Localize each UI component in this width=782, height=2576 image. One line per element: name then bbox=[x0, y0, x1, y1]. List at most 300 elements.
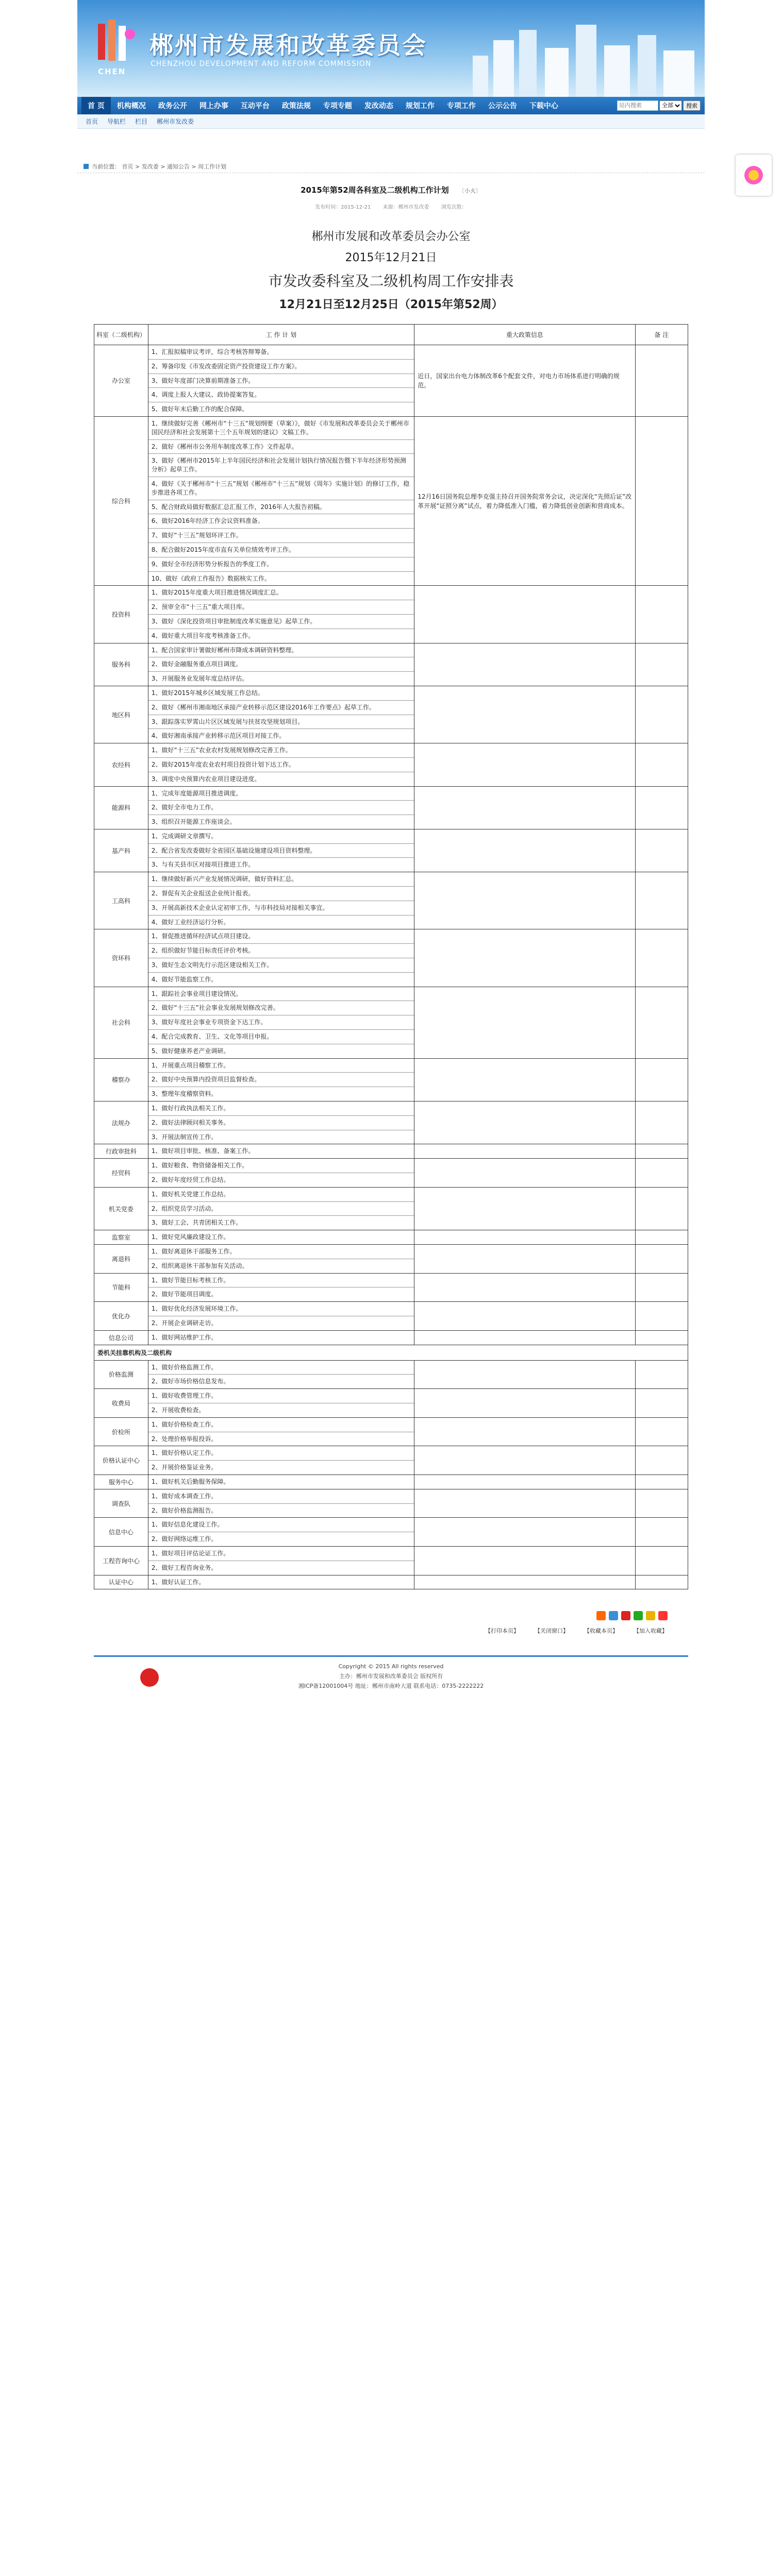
article-title bbox=[77, 184, 705, 195]
task-item: 2、预审全市“十三五”重大项目库。 bbox=[148, 600, 414, 615]
tasks-cell bbox=[148, 1389, 414, 1418]
task-item: 2、做好年度经贸工作总结。 bbox=[151, 1176, 230, 1184]
task-item: 1、做好认证工作。 bbox=[151, 1578, 205, 1586]
remark-cell bbox=[635, 1058, 688, 1101]
task-item: 1、做好“十三五”农业农村发展规划修改完善工作。 bbox=[148, 743, 414, 758]
remark-cell bbox=[635, 1446, 688, 1475]
tasks-cell bbox=[148, 1546, 414, 1575]
nav-item[interactable]: 首 页 bbox=[81, 97, 111, 114]
nav-item[interactable]: 专项专题 bbox=[323, 102, 352, 110]
table-row bbox=[94, 643, 688, 686]
share-icon[interactable] bbox=[646, 1611, 655, 1620]
task-item: 1、做好机关党建工作总结。 bbox=[148, 1188, 414, 1202]
task-item: 3、开展高新技术企业认定初审工作，与市科技局对接相关事宜。 bbox=[148, 901, 414, 916]
task-item: 2、组织做好节能目标责任评价考核。 bbox=[148, 944, 414, 958]
dept-cell: 服务科 bbox=[94, 643, 148, 686]
breadcrumb-text: 当前位置： 首页 > 发改委 > 通知公告 > 周工作计划 bbox=[92, 163, 227, 170]
tasks-cell bbox=[148, 1245, 414, 1274]
dept-cell: 机关党委 bbox=[94, 1187, 148, 1230]
logo-icon bbox=[93, 19, 140, 72]
table-row bbox=[94, 872, 688, 929]
task-item: 1、做好收费管理工作。 bbox=[148, 1389, 414, 1403]
table-row bbox=[94, 786, 688, 829]
search-box bbox=[617, 100, 701, 111]
task-item: 1、督促推进循环经济试点项目建设。 bbox=[148, 929, 414, 944]
tasks-cell bbox=[148, 929, 414, 987]
dept-cell: 工程咨询中心 bbox=[94, 1546, 148, 1575]
remark-cell bbox=[635, 1546, 688, 1575]
dept-cell: 经贸科 bbox=[94, 1159, 148, 1188]
policy-cell bbox=[414, 1489, 635, 1518]
table-row bbox=[94, 1302, 688, 1331]
policy-cell bbox=[414, 1446, 635, 1475]
dept-cell: 办公室 bbox=[94, 345, 148, 417]
tasks-cell bbox=[148, 345, 414, 417]
week-heading: 12月21日至12月25日（2015年第52周） bbox=[279, 298, 503, 311]
header-dept: 科室（二级机构） bbox=[94, 325, 148, 345]
table-row bbox=[94, 1546, 688, 1575]
share-icon[interactable] bbox=[621, 1611, 630, 1620]
task-item: 2、做好“十三五”社会事业发展规划修改完善。 bbox=[148, 1001, 414, 1015]
table-row bbox=[94, 987, 688, 1058]
policy-cell bbox=[414, 987, 635, 1058]
dept-cell: 地区科 bbox=[94, 686, 148, 743]
tasks-cell bbox=[148, 1159, 414, 1188]
dept-cell: 信息中心 bbox=[94, 1518, 148, 1547]
footer-host: 主办：郴州市发展和改革委员会 版权所有 bbox=[339, 1673, 443, 1680]
task-item: 2、做好《郴州市湘南地区承接产业转移示范区建设2016年工作要点》起草工作。 bbox=[148, 701, 414, 715]
task-item: 9、做好全市经济形势分析报告的季度工作。 bbox=[148, 557, 414, 572]
task-item: 3、与有关县市区对接项目推进工作。 bbox=[151, 861, 255, 869]
dept-cell: 基产科 bbox=[94, 829, 148, 872]
article-date: 发布时间：2015-12-21 bbox=[315, 205, 371, 210]
tasks-cell bbox=[148, 1330, 414, 1345]
dept-cell: 认证中心 bbox=[94, 1575, 148, 1589]
tasks-cell bbox=[148, 686, 414, 743]
task-item: 2、组织党员学习活动。 bbox=[148, 1202, 414, 1216]
task-item: 1、做好党风廉政建设工作。 bbox=[151, 1233, 230, 1241]
article-tag: 〔小火〕 bbox=[458, 188, 481, 194]
task-item: 4、做好重大项目年度考核准备工作。 bbox=[151, 632, 255, 639]
dept-cell: 工高科 bbox=[94, 872, 148, 929]
remark-cell bbox=[635, 1417, 688, 1446]
task-item: 5、配合财政局做好数据汇总汇报工作，2016年人大报告初稿。 bbox=[148, 500, 414, 515]
dept-cell: 法规办 bbox=[94, 1101, 148, 1144]
task-item: 1、做好粮食、物资储备相关工作。 bbox=[148, 1159, 414, 1173]
task-item: 4、做好节能监察工作。 bbox=[151, 975, 218, 983]
task-item: 1、跟踪社会事业项目建设情况。 bbox=[148, 987, 414, 1002]
remark-cell bbox=[635, 1101, 688, 1144]
task-item: 2、做好中央预算内投资项目监督检查。 bbox=[148, 1073, 414, 1087]
task-item: 2、做好市场价格信息发布。 bbox=[151, 1378, 230, 1385]
table-row bbox=[94, 1489, 688, 1518]
tasks-cell bbox=[148, 1058, 414, 1101]
remark-cell bbox=[635, 743, 688, 786]
share-icon[interactable] bbox=[658, 1611, 668, 1620]
task-item: 1、做好价格认定工作。 bbox=[148, 1446, 414, 1461]
logo-text: CHEN bbox=[98, 67, 126, 76]
table-row bbox=[94, 686, 688, 743]
tasks-cell bbox=[148, 872, 414, 929]
remark-cell bbox=[635, 586, 688, 643]
table-row bbox=[94, 929, 688, 987]
subnav-item[interactable]: 导航栏 bbox=[107, 118, 126, 125]
floating-logo[interactable] bbox=[736, 155, 772, 196]
search-scope-select[interactable] bbox=[659, 100, 682, 111]
task-item: 3、开展法制宣传工作。 bbox=[151, 1133, 218, 1141]
tasks-cell bbox=[148, 1489, 414, 1518]
nav-item[interactable]: 政策法规 bbox=[281, 102, 311, 110]
remark-cell bbox=[635, 987, 688, 1058]
task-item: 1、做好网站维护工作。 bbox=[151, 1333, 218, 1341]
dept-cell: 收费局 bbox=[94, 1389, 148, 1418]
task-item: 8、配合做好2015年度市直有关单位绩效考评工作。 bbox=[148, 543, 414, 557]
dept-cell: 稽察办 bbox=[94, 1058, 148, 1101]
task-item: 4、做好湘南承接产业转移示范区项目对接工作。 bbox=[151, 732, 286, 740]
footer-contact: 湘ICP备12001004号 地址：郴州市南岭大道 联系电话：0735-2222222 bbox=[298, 1682, 484, 1689]
dept-cell: 节能科 bbox=[94, 1273, 148, 1302]
tasks-cell bbox=[148, 1187, 414, 1230]
task-item: 7、做好“十三五”规划环评工作。 bbox=[148, 529, 414, 543]
nav-item[interactable]: 网上办事 bbox=[199, 102, 228, 110]
site-title: 郴州市发展和改革委员会 bbox=[149, 31, 427, 59]
dept-cell: 优化办 bbox=[94, 1302, 148, 1331]
remark-cell bbox=[635, 1330, 688, 1345]
nav-item[interactable]: 规划工作 bbox=[405, 102, 435, 110]
policy-cell bbox=[414, 1230, 635, 1245]
task-item: 10、做好《政府工作报告》数据核实工作。 bbox=[151, 574, 271, 582]
task-item: 4、做好工业经济运行分析。 bbox=[151, 918, 230, 926]
share-icon[interactable] bbox=[596, 1611, 606, 1620]
task-item: 2、做好2015年度农业农村项目投资计划下达工作。 bbox=[148, 758, 414, 772]
header-policy: 重大政策信息 bbox=[414, 325, 635, 345]
policy-cell bbox=[414, 586, 635, 643]
remark-cell bbox=[635, 1475, 688, 1489]
tasks-cell bbox=[148, 1518, 414, 1547]
tasks-cell bbox=[148, 743, 414, 786]
date-heading: 2015年12月21日 bbox=[345, 251, 437, 264]
nav-item[interactable]: 机构概况 bbox=[117, 102, 146, 110]
search-button[interactable]: 搜索 bbox=[683, 100, 701, 111]
task-item: 5、做好健康养老产业调研。 bbox=[151, 1047, 230, 1055]
task-item: 6、做好2016年经济工作会议资料准备。 bbox=[148, 514, 414, 529]
nav-item[interactable]: 公示公告 bbox=[488, 102, 517, 110]
footer-copyright: Copyright © 2015 All rights reserved bbox=[338, 1663, 444, 1670]
nav-item[interactable]: 互动平台 bbox=[240, 102, 270, 110]
site-header bbox=[77, 0, 705, 97]
task-item: 1、做好优化经济发展环境工作。 bbox=[148, 1302, 414, 1316]
task-item: 5、做好年末后勤工作的配合保障。 bbox=[151, 405, 248, 413]
task-item: 3、跟踪落实罗霄山片区区域发展与扶贫攻坚规划项目。 bbox=[148, 715, 414, 730]
table-row bbox=[94, 1330, 688, 1345]
task-item: 2、做好工程咨询业务。 bbox=[151, 1564, 218, 1571]
task-item: 1、做好行政执法相关工作。 bbox=[148, 1101, 414, 1116]
dept-cell: 农经科 bbox=[94, 743, 148, 786]
remark-cell bbox=[635, 643, 688, 686]
task-item: 1、汇报拟稿审议考评，综合考核答辩筹备。 bbox=[148, 345, 414, 360]
policy-cell bbox=[414, 1159, 635, 1188]
policy-cell bbox=[414, 1417, 635, 1446]
tasks-cell bbox=[148, 1144, 414, 1159]
share-icon[interactable] bbox=[609, 1611, 618, 1620]
dept-cell: 社会科 bbox=[94, 987, 148, 1058]
task-item: 3、开展服务业发展年度总结评估。 bbox=[151, 675, 248, 683]
share-toolbar bbox=[94, 1608, 688, 1623]
table-row bbox=[94, 1475, 688, 1489]
header-remark: 备 注 bbox=[635, 325, 688, 345]
table-row bbox=[94, 1159, 688, 1188]
breadcrumb bbox=[77, 160, 705, 173]
policy-cell bbox=[414, 1518, 635, 1547]
task-item: 1、做好离退休干部服务工作。 bbox=[148, 1245, 414, 1259]
tasks-cell bbox=[148, 416, 414, 585]
task-item: 2、开展企业调研走访。 bbox=[151, 1319, 218, 1327]
dept-cell: 行政审批科 bbox=[94, 1144, 148, 1159]
table-row bbox=[94, 1144, 688, 1159]
task-item: 1、做好价格检查工作。 bbox=[148, 1418, 414, 1432]
tasks-cell bbox=[148, 1101, 414, 1144]
remark-cell bbox=[635, 1273, 688, 1302]
policy-cell bbox=[414, 1302, 635, 1331]
task-item: 1、做好信息化建设工作。 bbox=[148, 1518, 414, 1532]
remark-cell bbox=[635, 1187, 688, 1230]
task-item: 2、做好网络运维工作。 bbox=[151, 1535, 218, 1543]
tasks-cell bbox=[148, 643, 414, 686]
home-icon bbox=[84, 164, 89, 169]
table-row bbox=[94, 1518, 688, 1547]
policy-cell bbox=[414, 1058, 635, 1101]
task-item: 3、做好《郴州市2015年上半年国民经济和社会发展计划执行情况报告暨下半年经济形势预测分析》起草工作。 bbox=[148, 454, 414, 477]
table-row bbox=[94, 586, 688, 643]
nav-item[interactable]: 专项工作 bbox=[446, 102, 476, 110]
dept-cell: 投资科 bbox=[94, 586, 148, 643]
task-item: 1、做好项目评估论证工作。 bbox=[148, 1547, 414, 1561]
office-heading: 郴州市发展和改革委员会办公室 bbox=[311, 230, 471, 243]
remark-cell bbox=[635, 872, 688, 929]
remark-cell bbox=[635, 1489, 688, 1518]
policy-cell bbox=[414, 643, 635, 686]
remark-cell bbox=[635, 1245, 688, 1274]
schedule-title: 市发改委科室及二级机构周工作安排表 bbox=[268, 273, 514, 290]
task-item: 1、开展重点项目稽察工作。 bbox=[148, 1059, 414, 1073]
table-row bbox=[94, 1417, 688, 1446]
task-item: 2、配合省发改委做好全省园区基础设施建设项目资料整理。 bbox=[148, 844, 414, 858]
nav-item[interactable]: 下载中心 bbox=[529, 102, 558, 110]
subnav-item[interactable]: 郴州市发改委 bbox=[157, 118, 194, 125]
table-row bbox=[94, 829, 688, 872]
policy-cell bbox=[414, 929, 635, 987]
remark-cell bbox=[635, 1389, 688, 1418]
table-row bbox=[94, 1389, 688, 1418]
task-item: 1、做好2015年城乡区域发展工作总结。 bbox=[148, 686, 414, 701]
task-item: 1、做好机关后勤服务保障。 bbox=[151, 1478, 230, 1485]
remark-cell bbox=[635, 829, 688, 872]
table-row bbox=[94, 1273, 688, 1302]
dept-cell: 离退科 bbox=[94, 1245, 148, 1274]
site-subtitle: CHENZHOU DEVELOPMENT AND REFORM COMMISSION bbox=[151, 60, 372, 68]
task-item: 1、完成年度能源项目推进调度。 bbox=[148, 787, 414, 801]
remark-cell bbox=[635, 1144, 688, 1159]
task-item: 1、做好2015年度重大项目推进情况调度汇总。 bbox=[148, 586, 414, 600]
policy-cell: 近日，国家出台电力体制改革6个配套文件，对电力市场体系进行明确的规范。 bbox=[414, 345, 635, 417]
tasks-cell bbox=[148, 987, 414, 1058]
tasks-cell bbox=[148, 1273, 414, 1302]
task-item: 1、继续做好完善《郴州市“十三五”规划纲要（草案）》，做好《市发展和改革委员会关于郴州市国民经济和社会发展第十三个五年规划的建议》文稿工作。 bbox=[148, 417, 414, 440]
task-item: 3、做好年度部门决算前期准备工作。 bbox=[148, 374, 414, 388]
task-item: 2、做好节能项目调度。 bbox=[151, 1291, 218, 1298]
dept-cell: 价格监测 bbox=[94, 1360, 148, 1389]
task-item: 3、做好工会、共青团相关工作。 bbox=[151, 1219, 242, 1227]
task-item: 2、督促有关企业报送企业统计报表。 bbox=[148, 887, 414, 901]
policy-cell bbox=[414, 1546, 635, 1575]
task-item: 2、组织离退休干部参加有关活动。 bbox=[151, 1262, 248, 1269]
article-title-text: 2015年第52周各科室及二级机构工作计划 bbox=[301, 185, 449, 195]
table-row bbox=[94, 743, 688, 786]
dept-cell: 价检所 bbox=[94, 1417, 148, 1446]
bookmark-link[interactable]: 【收藏本页】 bbox=[584, 1628, 618, 1635]
policy-cell bbox=[414, 1101, 635, 1144]
share-icon[interactable] bbox=[634, 1611, 643, 1620]
policy-cell bbox=[414, 686, 635, 743]
article-meta bbox=[77, 202, 705, 210]
table-row bbox=[94, 1245, 688, 1274]
table-row bbox=[94, 1058, 688, 1101]
task-item: 1、完成调研文章撰写。 bbox=[148, 829, 414, 844]
print-link[interactable]: 【打印本页】 bbox=[485, 1628, 519, 1635]
tasks-cell bbox=[148, 1360, 414, 1389]
nav-item[interactable]: 政务公开 bbox=[158, 102, 187, 110]
remark-cell bbox=[635, 1575, 688, 1589]
header-plan: 工 作 计 划 bbox=[148, 325, 414, 345]
table-row bbox=[94, 1101, 688, 1144]
remark-cell bbox=[635, 416, 688, 585]
task-item: 2、开展收费检查。 bbox=[151, 1406, 205, 1414]
dept-cell: 资环科 bbox=[94, 929, 148, 987]
task-item: 1、配合国家审计署做好郴州市降成本调研资料整理。 bbox=[148, 643, 414, 658]
task-item: 1、做好成本调查工作。 bbox=[148, 1489, 414, 1504]
sub-nav bbox=[77, 114, 705, 129]
tasks-cell bbox=[148, 1575, 414, 1589]
task-item: 4、做好《关于郴州市“十三五”规划《郴州市“十三五”规划《周年》实施计划》的修订工作，稳步推进各项工作。 bbox=[148, 477, 414, 500]
table-row bbox=[94, 1230, 688, 1245]
policy-cell bbox=[414, 743, 635, 786]
task-item: 2、筹备印发《市发改委固定资产投资建设工作方案》。 bbox=[148, 360, 414, 374]
schedule-table bbox=[94, 324, 688, 1589]
remark-cell bbox=[635, 686, 688, 743]
subnav-item[interactable]: 栏目 bbox=[135, 118, 148, 125]
policy-cell bbox=[414, 1273, 635, 1302]
task-item: 1、继续做好新兴产业发展情况调研，做好资料汇总。 bbox=[148, 872, 414, 887]
favorite-link[interactable]: 【加入收藏】 bbox=[634, 1628, 668, 1635]
task-item: 2、做好价格监测报告。 bbox=[151, 1506, 218, 1514]
article-source: 来源：郴州市发改委 bbox=[382, 205, 429, 210]
policy-cell bbox=[414, 1187, 635, 1230]
task-item: 1、做好价格监测工作。 bbox=[148, 1361, 414, 1375]
remark-cell bbox=[635, 1302, 688, 1331]
floating-logo-icon bbox=[742, 164, 765, 187]
tasks-cell bbox=[148, 829, 414, 872]
subnav-item[interactable]: 首页 bbox=[86, 118, 98, 125]
task-item: 1、做好节能目标考核工作。 bbox=[148, 1274, 414, 1288]
task-item: 2、做好全市电力工作。 bbox=[148, 801, 414, 815]
table-row bbox=[94, 1575, 688, 1589]
task-item: 1、做好项目审批、核准、备案工作。 bbox=[151, 1147, 255, 1155]
remark-cell bbox=[635, 1518, 688, 1547]
task-item: 3、做好年度社会事业专项资金下达工作。 bbox=[148, 1015, 414, 1030]
skyline-image bbox=[462, 20, 705, 97]
task-item: 3、组织召开能源工作座谈会。 bbox=[151, 818, 236, 826]
policy-cell: 12月16日国务院总理李克强主持召开国务院常务会议，决定深化“先照后证”改革开展“证照分离”试点，着力降低准入门槛，着力降低创业创新和营商成本。 bbox=[414, 416, 635, 585]
table-row bbox=[94, 1360, 688, 1389]
site-footer bbox=[94, 1655, 688, 1699]
remark-cell bbox=[635, 1360, 688, 1389]
dept-cell: 价格认证中心 bbox=[94, 1446, 148, 1475]
remark-cell bbox=[635, 345, 688, 417]
remark-cell bbox=[635, 1159, 688, 1188]
policy-cell bbox=[414, 1575, 635, 1589]
policy-cell bbox=[414, 1475, 635, 1489]
policy-cell bbox=[414, 1360, 635, 1389]
tasks-cell bbox=[148, 1446, 414, 1475]
remark-cell bbox=[635, 786, 688, 829]
policy-cell bbox=[414, 872, 635, 929]
dept-cell: 综合科 bbox=[94, 416, 148, 585]
task-item: 3、做好《深化投资项目审批制度改革实施意见》起草工作。 bbox=[148, 615, 414, 629]
policy-cell bbox=[414, 1245, 635, 1274]
task-item: 2、做好《郴州市公务用车制度改革工作》文件起草。 bbox=[148, 440, 414, 454]
table-row bbox=[94, 345, 688, 417]
section-title: 委机关挂靠机构及二级机构 bbox=[94, 1345, 688, 1360]
policy-cell bbox=[414, 1330, 635, 1345]
remark-cell bbox=[635, 929, 688, 987]
tasks-cell bbox=[148, 1230, 414, 1245]
task-item: 2、开展价格鉴证业务。 bbox=[151, 1464, 218, 1471]
policy-cell bbox=[414, 829, 635, 872]
tasks-cell bbox=[148, 1302, 414, 1331]
task-item: 3、调度中央预算内农业项目建设进度。 bbox=[151, 775, 261, 783]
task-item: 4、调度上报人大建议、政协提案答复。 bbox=[148, 388, 414, 402]
search-input[interactable] bbox=[617, 100, 658, 111]
page-tools bbox=[94, 1626, 688, 1635]
dept-cell: 信息公司 bbox=[94, 1330, 148, 1345]
remark-cell bbox=[635, 1230, 688, 1245]
main-nav bbox=[77, 97, 705, 114]
task-item: 2、做好法律顾问相关事务。 bbox=[148, 1116, 414, 1130]
dept-cell: 能源科 bbox=[94, 786, 148, 829]
table-row bbox=[94, 1446, 688, 1475]
tasks-cell bbox=[148, 786, 414, 829]
policy-cell bbox=[414, 1389, 635, 1418]
tasks-cell bbox=[148, 1417, 414, 1446]
policy-cell bbox=[414, 786, 635, 829]
dept-cell: 调查队 bbox=[94, 1489, 148, 1518]
tasks-cell bbox=[148, 1475, 414, 1489]
task-item: 3、整理年度稽察资料。 bbox=[151, 1090, 218, 1098]
task-item: 3、做好生态文明先行示范区建设相关工作。 bbox=[148, 958, 414, 973]
article-views: 浏览次数： bbox=[441, 205, 467, 210]
nav-item[interactable]: 发改动态 bbox=[364, 102, 393, 110]
task-item: 2、处理价格举报投诉。 bbox=[151, 1435, 218, 1443]
close-link[interactable]: 【关闭窗口】 bbox=[535, 1628, 569, 1635]
table-row bbox=[94, 1187, 688, 1230]
table-row bbox=[94, 416, 688, 585]
dept-cell: 服务中心 bbox=[94, 1475, 148, 1489]
dept-cell: 监察室 bbox=[94, 1230, 148, 1245]
tasks-cell bbox=[148, 586, 414, 643]
task-item: 2、做好金融服务重点项目调度。 bbox=[148, 657, 414, 672]
policy-cell bbox=[414, 1144, 635, 1159]
task-item: 4、配合完成教育、卫生、文化等项目申报。 bbox=[148, 1030, 414, 1044]
